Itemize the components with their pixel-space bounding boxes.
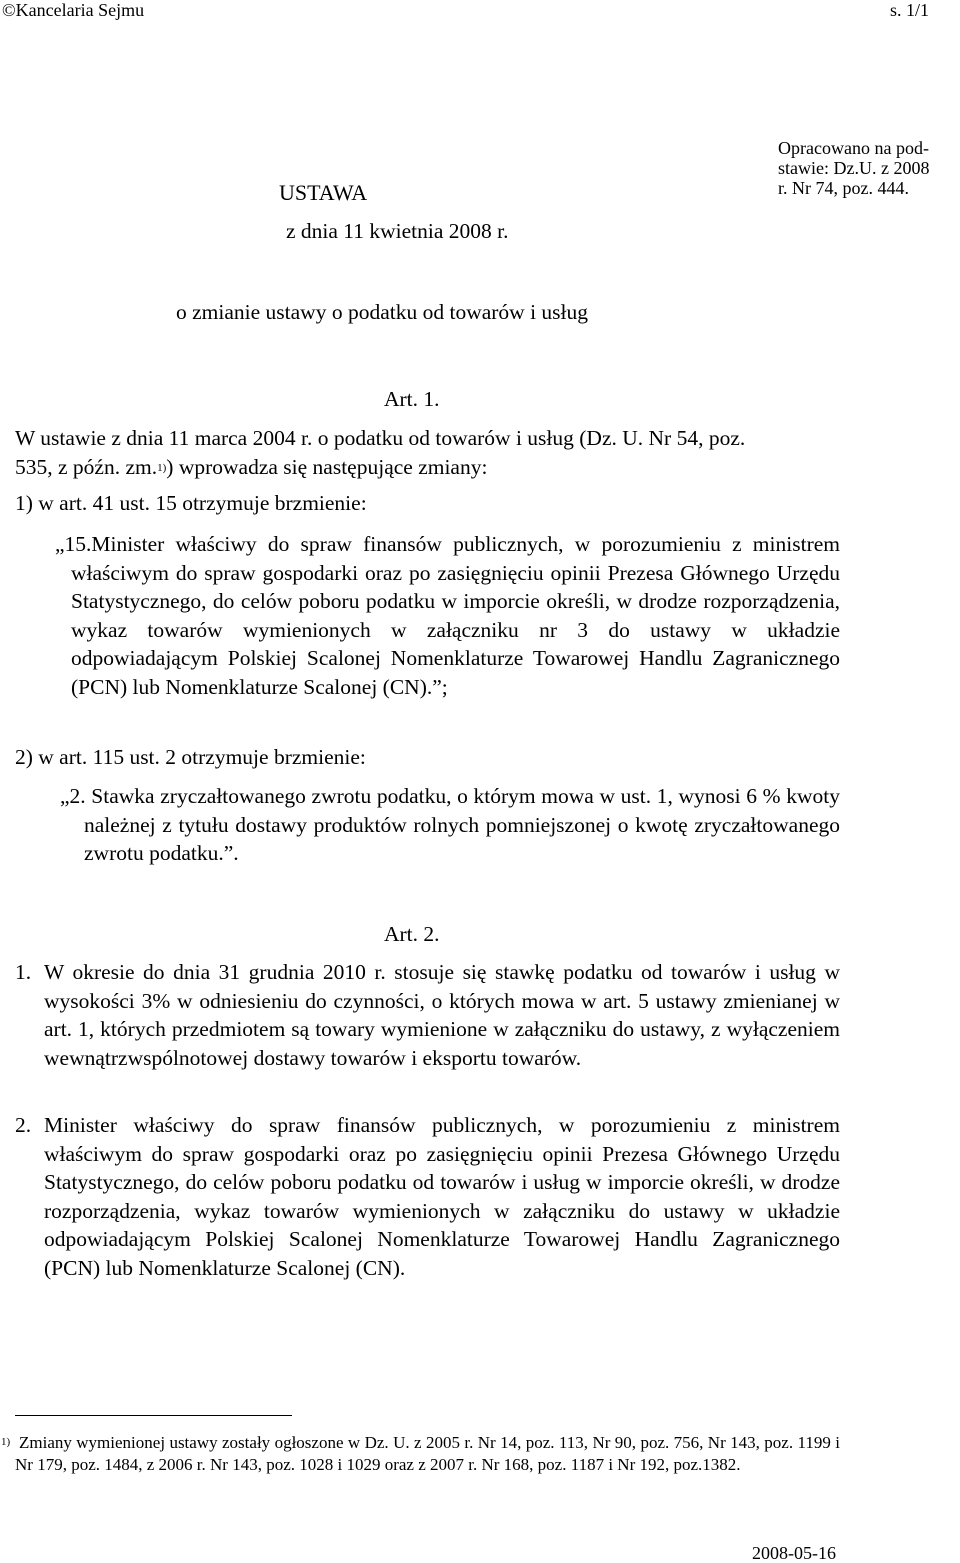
document-date: z dnia 11 kwietnia 2008 r. <box>286 219 509 243</box>
article-1-item-2-quote: „2. Stawka zryczałtowanego zwrotu podatku, o którym mowa w ust. 1, wynosi 6 % kwoty należnej z tytułu dostawy produktów rolnych pomniejszonej o kwotę zryczałtowanego zwrotu podatku.”. <box>60 784 840 865</box>
article-1-item-1: 1) w art. 41 ust. 15 otrzymuje brzmienie: <box>15 491 367 515</box>
article-2-paragraph-2: Minister właściwy do spraw finansów publicznych, w porozumieniu z ministrem właściwym do spraw gospodarki oraz po zasięgnięciu opinii Prezesa Głównego Urzędu Statystycznego, do celów poboru podatku od towarów i usług w imporcie określi, w drodze rozporządzenia, wykaz towarów wymienionych w załączniku do ustawy w układzie odpowiadającym Polskiej Scalonej Nomenklaturze Towarowej Handlu Zagranicznego (PCN) lub Nomenklaturze Scalonej (CN). <box>44 1113 840 1280</box>
source-note-line: r. Nr 74, poz. 444. <box>778 178 909 198</box>
article-1-intro-line1: W ustawie z dnia 11 marca 2004 r. o podatku od towarów i usług (Dz. U. Nr 54, poz. <box>15 426 746 450</box>
article-1-heading: Art. 1. <box>384 387 440 411</box>
intro-text: 535, z późn. zm. <box>15 455 158 479</box>
page-number: s. 1/1 <box>890 0 930 20</box>
document-subject: o zmianie ustawy o podatku od towarów i usług <box>176 300 589 324</box>
document-type: USTAWA <box>279 180 368 205</box>
footnote-marker: 1) <box>1 1436 11 1448</box>
article-1-intro-line2 <box>15 453 487 482</box>
publisher-label: ©Kancelaria Sejmu <box>2 0 145 20</box>
article-1-item-2: 2) w art. 115 ust. 2 otrzymuje brzmienie: <box>15 745 366 769</box>
source-note-line: stawie: Dz.U. z 2008 <box>778 158 930 178</box>
source-note-line: Opracowano na pod- <box>778 138 929 158</box>
article-1-item-1-quote: „15.Minister właściwy do spraw finansów publicznych, w porozumieniu z ministrem właściwym do spraw gospodarki oraz po zasięgnięciu opinii Prezesa Głównego Urzędu Statystycznego, do celów poboru podatku w imporcie określi, w drodze rozporządzenia, wykaz towarów wymienionych w załączniku nr 3 do ustawy w układzie odpowiadającym Polskiej Scalonej Nomenklaturze Towarowej Handlu Zagranicznego (PCN) lub Nomenklaturze Scalonej (CN).”; <box>55 532 840 699</box>
article-2-paragraph-2-number: 2. <box>15 1113 32 1137</box>
article-2-paragraph-1-number: 1. <box>15 960 32 984</box>
source-note <box>778 138 958 198</box>
footnote-separator <box>15 1415 292 1416</box>
intro-text: ) wprowadza się następujące zmiany: <box>166 455 488 479</box>
article-2-heading: Art. 2. <box>384 922 440 946</box>
article-2-paragraph-1: W okresie do dnia 31 grudnia 2010 r. stosuje się stawkę podatku od towarów i usług w wysokości 3% w odniesieniu do czynności, o których mowa w art. 5 ustawy zmienianej w art. 1, których przedmiotem są towary wymienione w załączniku do ustawy, z wyłączeniem wewnątrzwspólnotowej dostawy towarów i eksportu towarów. <box>44 960 840 1070</box>
footer-date: 2008-05-16 <box>752 1543 836 1563</box>
footnote-ref: 1) <box>157 462 167 474</box>
footnote-text: Zmiany wymienionej ustawy zostały ogłoszone w Dz. U. z 2005 r. Nr 14, poz. 113, Nr 90, poz. 756, Nr 143, poz. 1199 i Nr 179, poz. 1484, z 2006 r. Nr 143, poz. 1028 i 1029 oraz z 2007 r. Nr 168, poz. 1187 i Nr 192, poz.1382. <box>15 1433 840 1474</box>
